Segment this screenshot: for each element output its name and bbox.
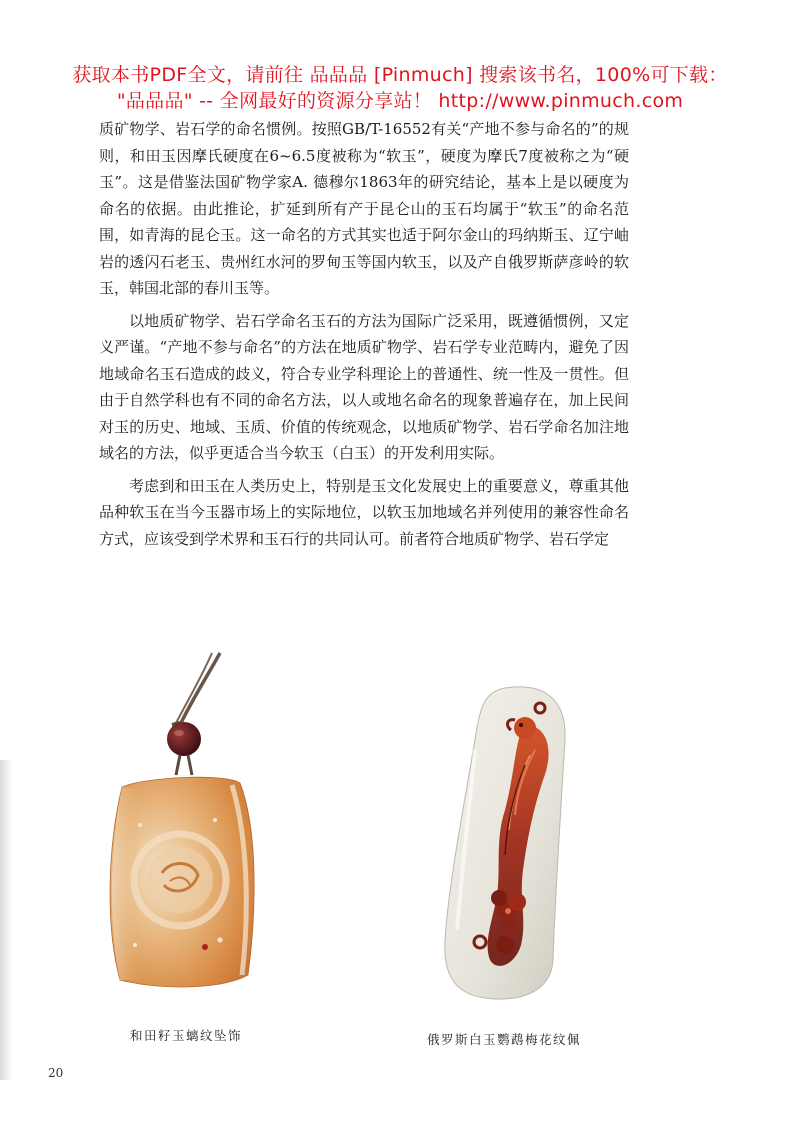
page-edge-shadow bbox=[0, 760, 12, 1080]
paragraph-3: 考虑到和田玉在人类历史上，特别是玉文化发展史上的重要意义，尊重其他品种软玉在当今玉器市场上的实际地位，以软玉加地域名并列使用的兼容性命名方式，应该受到学术界和玉石行的共同认可。前者符合地质矿物学、岩石学定 bbox=[99, 476, 629, 548]
page-number: 20 bbox=[48, 1066, 64, 1080]
download-banner bbox=[0, 62, 800, 114]
paragraph-2: 以地质矿物学、岩石学命名玉石的方法为国际广泛采用，既遵循惯例，又定义严谨。“产地不参与命名”的方法在地质矿物学、岩石学专业范畴内，避免了因地域命名玉石造成的歧义，符合专业学科理论上的普通性、统一性及一贯性。但由于自然学科也有不同的命名方法，以人或地名命名的现象普遍存在，加上民间对玉的历史、地域、玉质、价值的传统观念，以地质矿物学、岩石学命名加注地域名的方法，似乎更适合当今软玉（白玉）的开发利用实际。 bbox=[99, 311, 629, 462]
banner-line-2: "品品品" -- 全网最好的资源分享站！ http://www.pinmuch.com bbox=[116, 90, 684, 112]
jade-pendant-photo bbox=[100, 645, 300, 1010]
paragraph-1: 质矿物学、岩石学的命名惯例。按照GB/T-16552有关“产地不参与命名的”的规则，和田玉因摩氏硬度在6~6.5度被称为“软玉”，硬度为摩氏7度被称之为“硬玉”。这是借鉴法国矿物学家A. 德穆尔1863年的研究结论，基本上是以硬度为命名的依据。由此推论，扩延到所有产于昆仑山的玉石均属于“软玉”的命名范围，如青海的昆仑玉。这一命名的方式其实也适于阿尔金山的玛纳斯玉、辽宁岫岩的透闪石老玉、贵州红水河的罗甸玉等国内软玉，以及产自俄罗斯萨彦岭的软玉，韩国北部的春川玉等。 bbox=[99, 120, 629, 297]
figure-caption-left: 和田籽玉螭纹坠饰 bbox=[130, 1028, 243, 1043]
figure-caption-right: 俄罗斯白玉鹦鹉梅花纹佩 bbox=[427, 1032, 582, 1047]
jade-parrot-plaque-photo bbox=[435, 680, 585, 1010]
body-text bbox=[99, 116, 629, 552]
banner-line-1: 获取本书PDF全文，请前往 品品品 [Pinmuch] 搜索该书名，100%可下载： bbox=[72, 64, 728, 86]
